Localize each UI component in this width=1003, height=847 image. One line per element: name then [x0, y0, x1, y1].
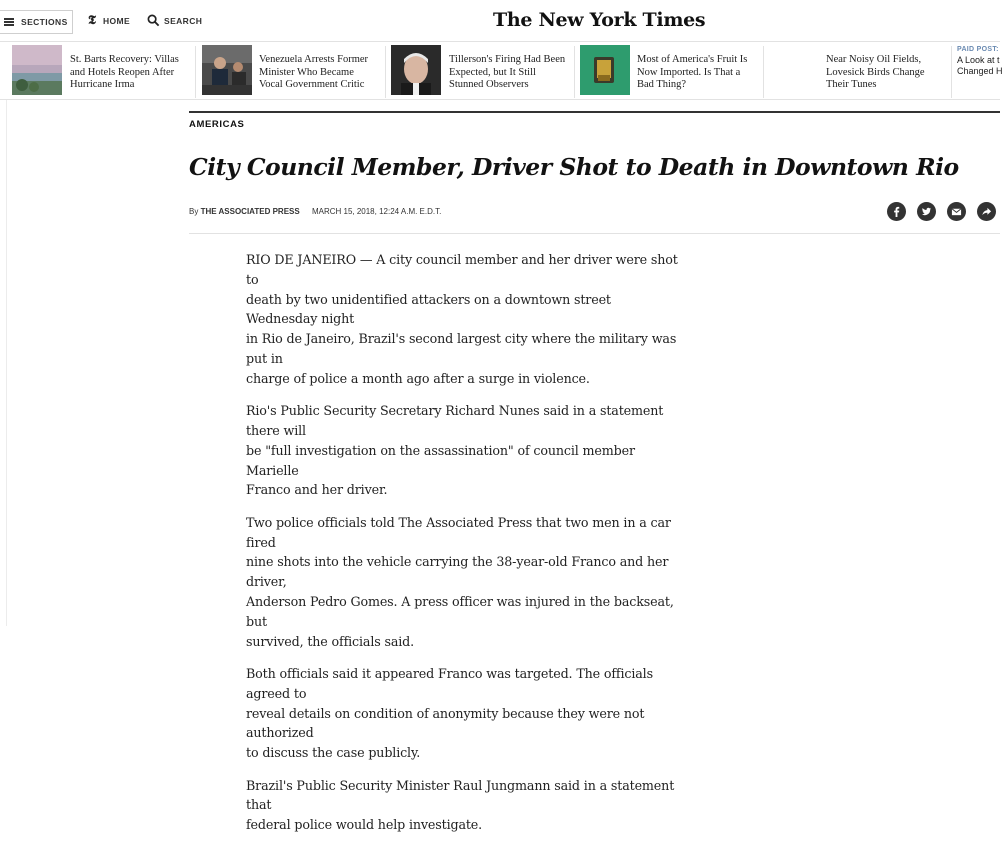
paragraph-line: Anderson Pedro Gomes. A press officer was injured in the backseat, but: [246, 593, 674, 629]
byline-prefix: By: [189, 207, 199, 216]
story-title-line: St. Barts Recovery: Villas: [70, 54, 179, 65]
article-paragraph: [246, 401, 686, 500]
article-paragraph: [246, 250, 686, 389]
nyt-t-logo-icon: 𝕿: [88, 13, 96, 28]
story-title-line: Now Imported. Is That a: [637, 66, 741, 78]
paid-post-title-line: A Look at t: [957, 55, 1000, 65]
story-title-line: Their Tunes: [826, 79, 877, 90]
story-thumbnail: [580, 45, 630, 95]
story-title-line: Hurricane Irma: [70, 79, 135, 90]
twitter-icon: [921, 206, 932, 217]
more-share-button[interactable]: [977, 202, 996, 221]
top-bar: [0, 0, 1000, 42]
article-body: [246, 250, 686, 847]
story-title-line: Vocal Government Critic: [259, 79, 365, 90]
story-title-line: and Hotels Reopen After: [70, 66, 175, 78]
byline-rule: [189, 233, 1000, 234]
related-stories-strip: [0, 42, 1003, 100]
paragraph-line: death by two unidentified attackers on a downtown street Wednesday night: [246, 291, 611, 327]
story-title-line: Stunned Observers: [449, 79, 529, 90]
byline: [189, 207, 441, 216]
home-label: HOME: [102, 15, 131, 26]
home-button[interactable]: [88, 14, 130, 27]
paragraph-line: charge of police a month ago after a surge in violence.: [246, 370, 590, 386]
section-rule: [189, 111, 1000, 113]
story-card-birds[interactable]: [770, 42, 950, 100]
article-headline: City Council Member, Driver Shot to Death in Downtown Rio: [189, 153, 959, 181]
share-arrow-icon: [981, 206, 992, 217]
paragraph-line: nine shots into the vehicle carrying the 38-year-old Franco and her driver,: [246, 554, 669, 590]
search-label: SEARCH: [164, 15, 203, 26]
byline-author: THE ASSOCIATED PRESS: [200, 207, 300, 216]
paragraph-line: be "full investigation on the assassination" of council member Marielle: [246, 442, 635, 478]
story-divider: [195, 46, 196, 98]
facebook-icon: [891, 206, 902, 217]
paragraph-line: Franco and her driver.: [246, 482, 388, 498]
email-share-button[interactable]: [947, 202, 966, 221]
story-thumbnail: [391, 45, 441, 95]
story-title-line: Minister Who Became: [259, 66, 354, 78]
article-paragraph: [246, 664, 686, 763]
story-card-venezuela[interactable]: [202, 42, 384, 100]
paragraph-line: RIO DE JANEIRO — A city council member and her driver were shot to: [246, 252, 678, 287]
left-gutter-rule: [6, 100, 7, 626]
paragraph-line: in Rio de Janeiro, Brazil's second largest city where the military was put in: [246, 331, 677, 366]
twitter-share-button[interactable]: [917, 202, 936, 221]
search-icon: [147, 14, 160, 27]
story-divider: [951, 46, 952, 98]
paid-post-card[interactable]: [957, 42, 1003, 100]
email-icon: [951, 206, 962, 217]
story-title-line: Near Noisy Oil Fields,: [826, 54, 922, 65]
article-paragraph: [246, 776, 686, 835]
story-card-fruit[interactable]: [580, 42, 762, 100]
paragraph-line: federal police would help investigate.: [246, 817, 483, 833]
story-thumbnail: [202, 45, 252, 95]
paid-post-title-line: Changed H: [957, 66, 1003, 76]
story-title-line: Bad Thing?: [637, 79, 687, 90]
paragraph-line: Rio's Public Security Secretary Richard Nunes said in a statement there will: [246, 403, 664, 438]
story-thumbnail: [12, 45, 62, 95]
story-title-line: Lovesick Birds Change: [826, 66, 925, 78]
article-date: MARCH 15, 2018, 12:24 A.M. E.D.T.: [311, 207, 442, 216]
paragraph-line: Both officials said it appeared Franco was targeted. The officials agreed to: [246, 665, 653, 701]
sections-button[interactable]: [0, 10, 73, 34]
paragraph-line: Brazil's Public Security Minister Raul Jungmann said in a statement that: [246, 777, 675, 813]
story-divider: [385, 46, 386, 98]
story-divider: [763, 46, 764, 98]
paragraph-line: reveal details on condition of anonymity because they were not authorized: [246, 705, 645, 741]
sections-label: SECTIONS: [21, 17, 68, 27]
hamburger-icon: [4, 18, 14, 26]
paid-post-label: PAID POST:: [957, 46, 999, 53]
story-card-tillerson[interactable]: [391, 42, 573, 100]
masthead-logo[interactable]: The New York Times: [493, 9, 706, 31]
paragraph-line: Two police officials told The Associated Press that two men in a car fired: [246, 514, 671, 550]
story-divider: [574, 46, 575, 98]
search-button[interactable]: [147, 14, 202, 27]
story-card-st-barts[interactable]: [12, 42, 194, 100]
story-title-line: Expected, but It Still: [449, 66, 536, 78]
article-paragraph: [246, 513, 686, 652]
paragraph-line: to discuss the case publicly.: [246, 745, 421, 761]
facebook-share-button[interactable]: [887, 202, 906, 221]
story-title-line: Tillerson's Firing Had Been: [449, 54, 566, 65]
paragraph-line: survived, the officials said.: [246, 633, 415, 649]
section-link[interactable]: AMERICAS: [189, 119, 245, 130]
story-title-line: Venezuela Arrests Former: [259, 54, 369, 65]
story-title-line: Most of America's Fruit Is: [637, 54, 748, 65]
